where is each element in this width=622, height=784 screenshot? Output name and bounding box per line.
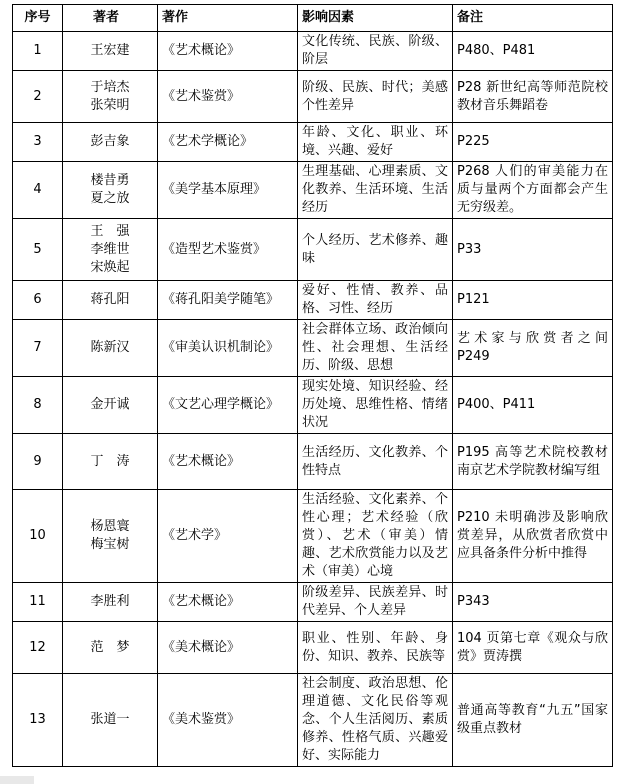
table-row — [13, 622, 613, 674]
table-row — [13, 219, 613, 281]
author-name: 宋焕起 — [90, 259, 130, 275]
author-name: 杨恩寰 — [90, 519, 130, 534]
table-row — [13, 674, 613, 767]
work-title: 《美术鉴赏》 — [158, 674, 298, 767]
work-title: 《艺术概论》 — [158, 32, 298, 71]
factors-cell: 职业、性别、年龄、身份、知识、教养、民族等 — [298, 622, 453, 674]
work-title: 《艺术学》 — [158, 490, 298, 583]
author-name: 于培杰 — [90, 79, 130, 95]
header-no: 序号 — [13, 5, 63, 32]
row-number: 5 — [13, 219, 63, 281]
work-title: 《美学基本原理》 — [158, 162, 298, 219]
row-number: 8 — [13, 377, 63, 434]
work-title: 《美术概论》 — [158, 622, 298, 674]
author-cell — [63, 219, 158, 281]
author-name: 范 梦 — [90, 639, 130, 655]
author-cell — [63, 434, 158, 490]
author-name: 丁 涛 — [90, 453, 130, 469]
header-author: 著者 — [63, 5, 158, 32]
factors-cell: 现实处境、知识经验、经历处境、思维性格、情绪状况 — [298, 377, 453, 434]
note-cell: P343 — [453, 583, 613, 622]
influence-factors-table — [12, 4, 613, 767]
work-title: 《艺术概论》 — [158, 434, 298, 490]
factors-cell: 社会制度、政治思想、伦理道德、文化民俗等观念、个人生活阅历、素质修养、性格气质、兴趣爱好、实际能力 — [298, 674, 453, 767]
row-number: 9 — [13, 434, 63, 490]
work-title: 《艺术概论》 — [158, 583, 298, 622]
note-cell: 艺术家与欣赏者之间 P249 — [453, 320, 613, 377]
row-number: 2 — [13, 71, 63, 123]
factors-cell: 文化传统、民族、阶级、阶层 — [298, 32, 453, 71]
table-row — [13, 71, 613, 123]
header-row — [13, 5, 613, 32]
author-cell — [63, 320, 158, 377]
header-note: 备注 — [453, 5, 613, 32]
table-row — [13, 434, 613, 490]
row-number: 12 — [13, 622, 63, 674]
author-cell — [63, 123, 158, 162]
work-title: 《蒋孔阳美学随笔》 — [158, 281, 298, 320]
author-name: 王 强 — [90, 223, 130, 239]
author-cell — [63, 377, 158, 434]
note-cell: P210 未明确涉及影响欣赏差异，从欣赏者欣赏中应具备条件分析中推得 — [453, 490, 613, 583]
factors-cell: 年龄、文化、职业、环境、兴趣、爱好 — [298, 123, 453, 162]
author-name: 梅宝树 — [90, 537, 130, 552]
table-row — [13, 320, 613, 377]
author-name: 李维世 — [90, 241, 130, 257]
table-row — [13, 377, 613, 434]
note-cell: 104 页第七章《观众与欣赏》贾涛撰 — [453, 622, 613, 674]
factors-cell: 生活经验、文化素养、个性心理；艺术经验（欣赏）、艺术（审美）情趣、艺术欣赏能力以及艺术（审美）心境 — [298, 490, 453, 583]
page-edge-mark — [0, 776, 34, 784]
note-cell: P121 — [453, 281, 613, 320]
author-name: 李胜利 — [90, 594, 130, 609]
work-title: 《艺术鉴赏》 — [158, 71, 298, 123]
note-cell: P400、P411 — [453, 377, 613, 434]
work-title: 《艺术学概论》 — [158, 123, 298, 162]
author-cell — [63, 583, 158, 622]
note-cell: P195 高等艺术院校教材南京艺术学院教材编写组 — [453, 434, 613, 490]
row-number: 3 — [13, 123, 63, 162]
author-cell — [63, 674, 158, 767]
note-cell: P33 — [453, 219, 613, 281]
row-number: 11 — [13, 583, 63, 622]
author-cell — [63, 32, 158, 71]
author-name: 张荣明 — [90, 97, 130, 113]
author-name: 王宏建 — [90, 43, 130, 58]
author-name: 金开诚 — [90, 397, 130, 412]
author-name: 夏之放 — [90, 191, 130, 206]
table-row — [13, 281, 613, 320]
author-name: 彭吉象 — [90, 134, 130, 149]
work-title: 《造型艺术鉴赏》 — [158, 219, 298, 281]
note-cell: P480、P481 — [453, 32, 613, 71]
header-factors: 影响因素 — [298, 5, 453, 32]
factors-cell: 阶级差异、民族差异、时代差异、个人差异 — [298, 583, 453, 622]
row-number: 13 — [13, 674, 63, 767]
note-cell: P28 新世纪高等师范院校教材音乐舞蹈卷 — [453, 71, 613, 123]
note-cell: P225 — [453, 123, 613, 162]
table-row — [13, 32, 613, 71]
work-title: 《文艺心理学概论》 — [158, 377, 298, 434]
table-row — [13, 123, 613, 162]
author-name: 陈新汉 — [90, 340, 130, 355]
row-number: 10 — [13, 490, 63, 583]
factors-cell: 爱好、性情、教养、品格、习性、经历 — [298, 281, 453, 320]
row-number: 4 — [13, 162, 63, 219]
author-name: 张道一 — [90, 712, 130, 727]
note-cell: P268 人们的审美能力在质与量两个方面都会产生无穷级差。 — [453, 162, 613, 219]
author-cell — [63, 622, 158, 674]
author-cell — [63, 71, 158, 123]
header-work: 著作 — [158, 5, 298, 32]
author-cell — [63, 490, 158, 583]
table-row — [13, 583, 613, 622]
table-row — [13, 490, 613, 583]
factors-cell: 阶级、民族、时代；美感个性差异 — [298, 71, 453, 123]
author-cell — [63, 281, 158, 320]
work-title: 《审美认识机制论》 — [158, 320, 298, 377]
table-body — [13, 32, 613, 767]
row-number: 1 — [13, 32, 63, 71]
note-cell: 普通高等教育“九五”国家级重点教材 — [453, 674, 613, 767]
author-cell — [63, 162, 158, 219]
row-number: 7 — [13, 320, 63, 377]
factors-cell: 个人经历、艺术修养、趣味 — [298, 219, 453, 281]
author-name: 蒋孔阳 — [90, 292, 130, 307]
factors-cell: 生活经历、文化教养、个性特点 — [298, 434, 453, 490]
author-name: 楼昔勇 — [90, 173, 130, 188]
factors-cell: 生理基础、心理素质、文化教养、生活环境、生活经历 — [298, 162, 453, 219]
row-number: 6 — [13, 281, 63, 320]
table-row — [13, 162, 613, 219]
factors-cell: 社会群体立场、政治倾向性、社会理想、生活经历、阶级、思想 — [298, 320, 453, 377]
